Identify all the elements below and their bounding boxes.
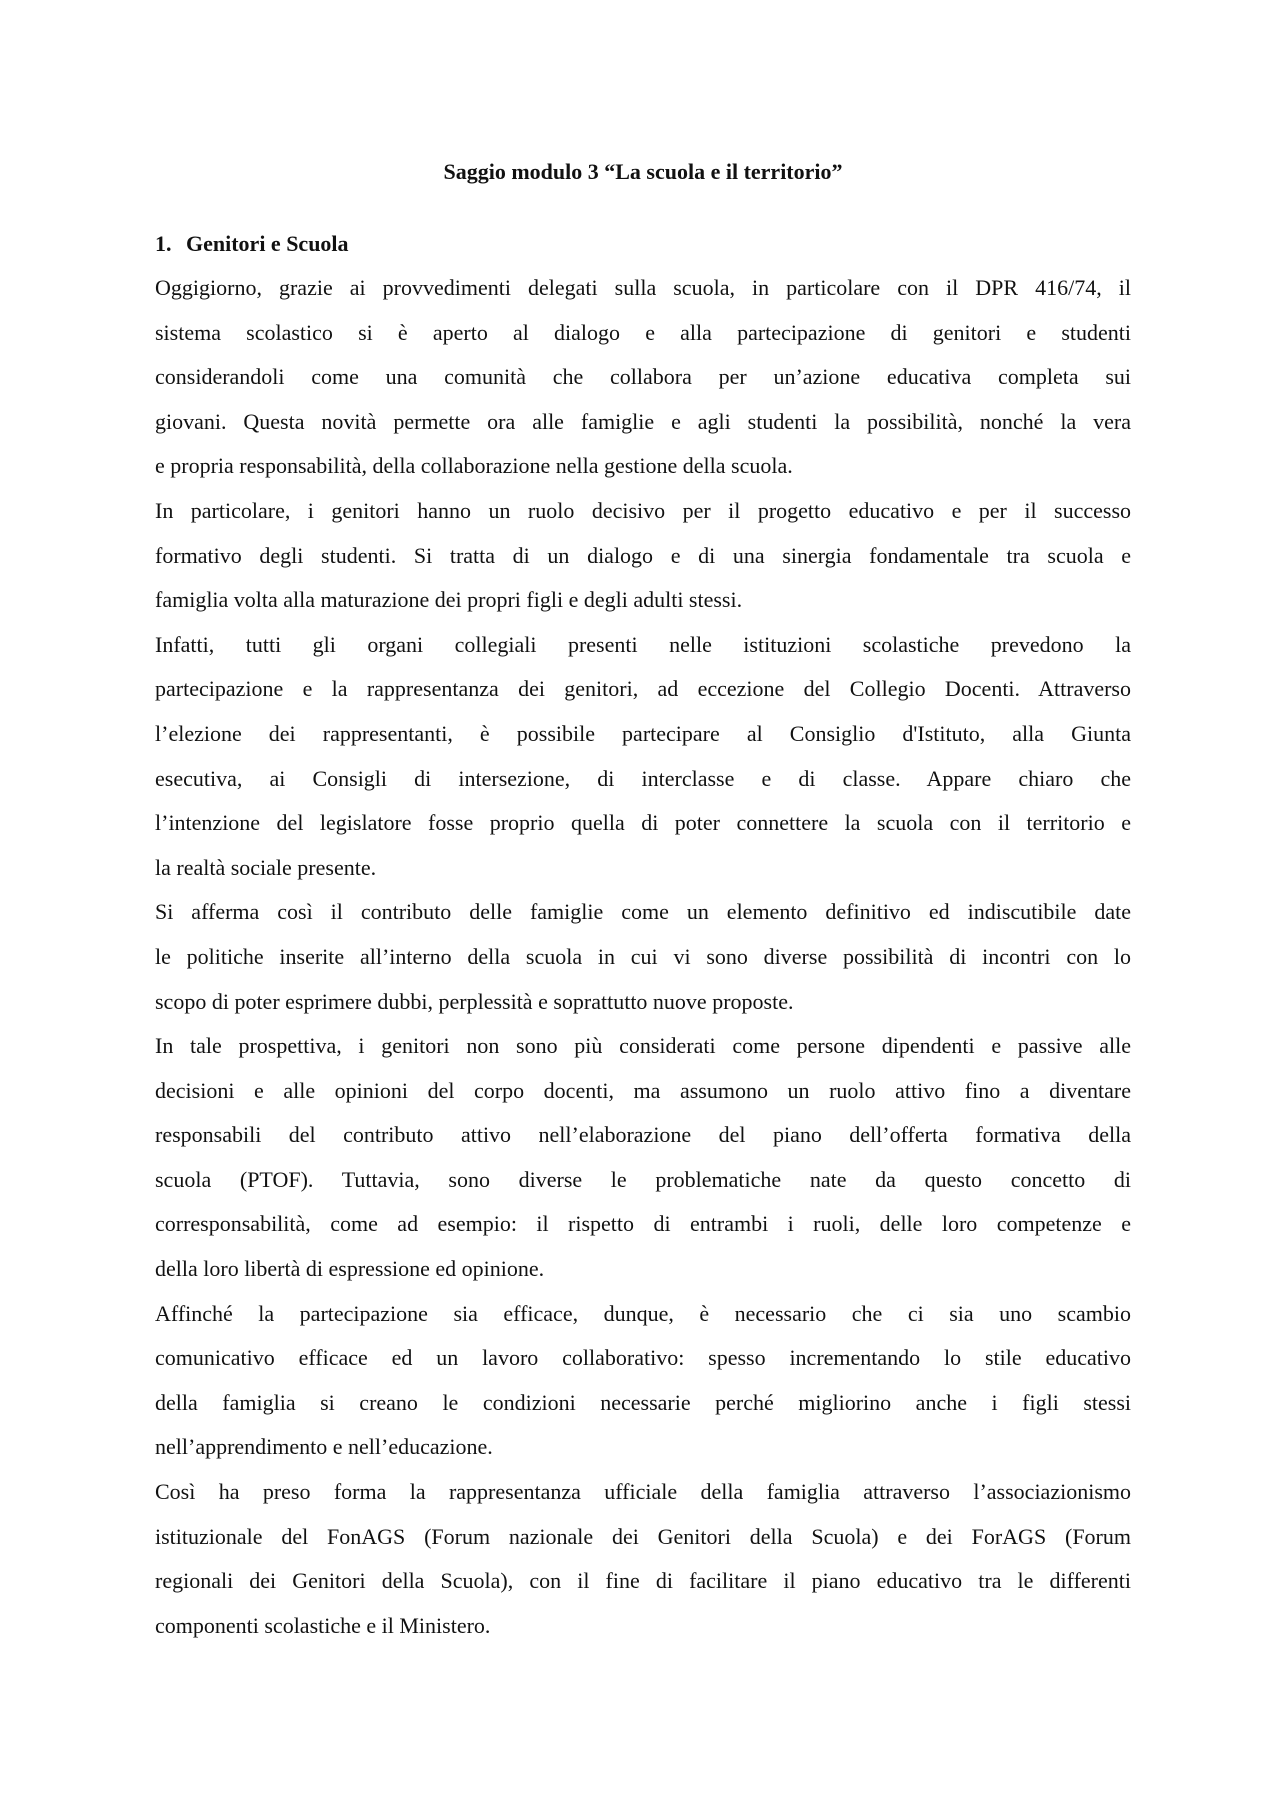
text-line: l’intenzione del legislatore fosse proprio quella di poter connettere la scuola con il territorio e (155, 810, 1131, 836)
document-title: Saggio modulo 3 “La scuola e il territorio” (443, 159, 843, 184)
section-heading (155, 222, 1131, 266)
text-line: della loro libertà di espressione ed opinione. (155, 1256, 545, 1282)
section-text (155, 266, 1131, 1648)
document-body (155, 150, 1131, 1648)
text-line: Si afferma così il contributo delle famiglie come un elemento definitivo ed indiscutibile date (155, 899, 1131, 925)
paragraph-2 (155, 489, 1131, 623)
text-line: sistema scolastico si è aperto al dialogo e alla partecipazione di genitori e studenti (155, 319, 1131, 345)
paragraph-7 (155, 1470, 1131, 1648)
text-line: decisioni e alle opinioni del corpo docenti, ma assumono un ruolo attivo fino a diventare (155, 1077, 1131, 1103)
text-line: partecipazione e la rappresentanza dei genitori, ad eccezione del Collegio Docenti. Attraverso (155, 676, 1131, 702)
text-line: istituzionale del FonAGS (Forum nazionale dei Genitori della Scuola) e dei ForAGS (Forum (155, 1523, 1131, 1549)
text-line: Affinché la partecipazione sia efficace, dunque, è necessario che ci sia uno scambio (155, 1300, 1131, 1326)
text-line: giovani. Questa novità permette ora alle famiglie e agli studenti la possibilità, nonché la vera (155, 408, 1131, 434)
text-line: l’elezione dei rappresentanti, è possibile partecipare al Consiglio d'Istituto, alla Giunta (155, 720, 1131, 746)
paragraph-1 (155, 266, 1131, 489)
text-line: famiglia volta alla maturazione dei propri figli e degli adulti stessi. (155, 587, 743, 613)
text-line: nell’apprendimento e nell’educazione. (155, 1434, 493, 1460)
text-line: regionali dei Genitori della Scuola), con il fine di facilitare il piano educativo tra le differenti (155, 1568, 1131, 1594)
text-line: della famiglia si creano le condizioni necessarie perché migliorino anche i figli stessi (155, 1389, 1131, 1415)
text-line: esecutiva, ai Consigli di intersezione, di interclasse e di classe. Appare chiaro che (155, 765, 1131, 791)
text-line: scopo di poter esprimere dubbi, perplessità e soprattutto nuove proposte. (155, 988, 794, 1014)
text-line: Infatti, tutti gli organi collegiali presenti nelle istituzioni scolastiche prevedono la (155, 631, 1131, 657)
text-line: Così ha preso forma la rappresentanza ufficiale della famiglia attraverso l’associazionismo (155, 1479, 1131, 1505)
text-line: componenti scolastiche e il Ministero. (155, 1612, 491, 1638)
section-title: Genitori e Scuola (186, 231, 349, 256)
text-line: corresponsabilità, come ad esempio: il rispetto di entrambi i ruoli, delle loro competenze e (155, 1211, 1131, 1237)
text-line: Oggigiorno, grazie ai provvedimenti delegati sulla scuola, in particolare con il DPR 416/74, il (155, 275, 1131, 300)
section-number: 1. (155, 231, 172, 256)
text-line: formativo degli studenti. Si tratta di un dialogo e di una sinergia fondamentale tra scuola e (155, 542, 1131, 568)
text-line: la realtà sociale presente. (155, 854, 377, 880)
paragraph-4 (155, 890, 1131, 1024)
text-line: scuola (PTOF). Tuttavia, sono diverse le problematiche nate da questo concetto di (155, 1166, 1131, 1192)
text-line: e propria responsabilità, della collaborazione nella gestione della scuola. (155, 453, 793, 479)
text-line: In particolare, i genitori hanno un ruolo decisivo per il progetto educativo e per il successo (155, 497, 1131, 523)
paragraph-3 (155, 623, 1131, 891)
text-line: le politiche inserite all’interno della scuola in cui vi sono diverse possibilità di incontri con lo (155, 943, 1131, 969)
paragraph-6 (155, 1292, 1131, 1470)
text-line: In tale prospettiva, i genitori non sono più considerati come persone dipendenti e passive alle (155, 1033, 1131, 1059)
text-line: considerandoli come una comunità che collabora per un’azione educativa completa sui (155, 364, 1131, 390)
paragraph-5 (155, 1024, 1131, 1292)
text-line: responsabili del contributo attivo nell’elaborazione del piano dell’offerta formativa della (155, 1122, 1131, 1148)
text-line: comunicativo efficace ed un lavoro collaborativo: spesso incrementando lo stile educativo (155, 1345, 1131, 1371)
